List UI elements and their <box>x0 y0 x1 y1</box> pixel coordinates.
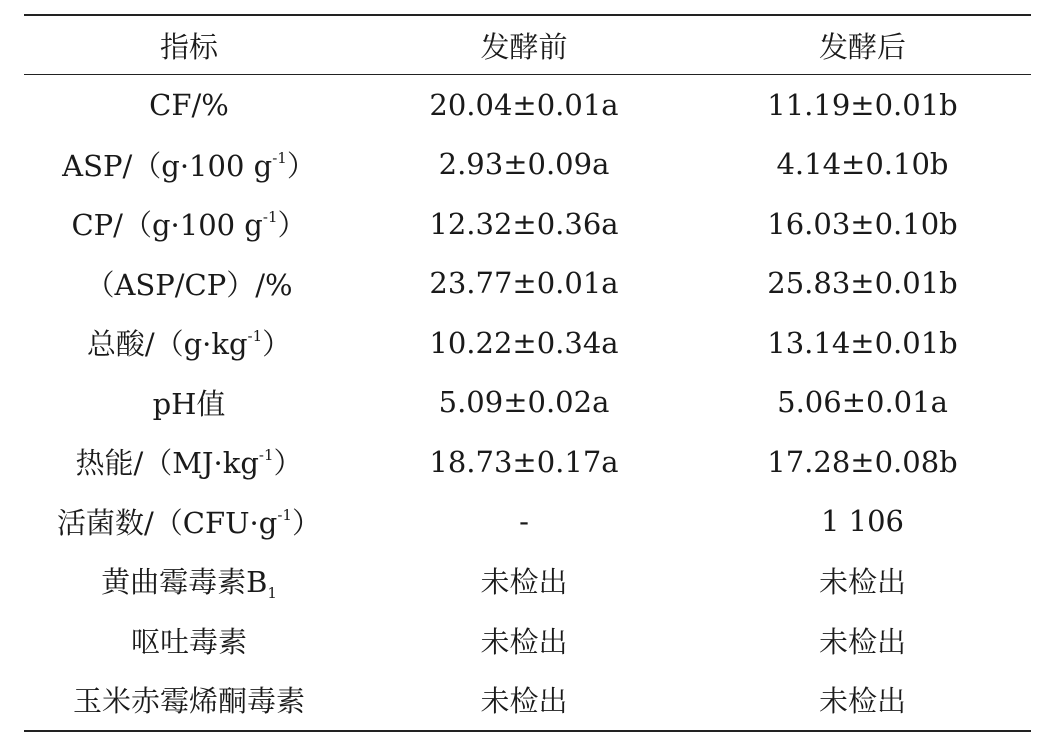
indicator-tail-text: ） <box>286 148 316 183</box>
indicator-main-text: 热能/（MJ·kg <box>75 446 259 481</box>
indicator-cell <box>24 194 354 254</box>
indicator-superscript: -1 <box>272 148 287 167</box>
before-fermentation-cell: - <box>519 504 529 539</box>
indicator-label <box>131 620 247 661</box>
header-indicator: 指标 <box>159 29 218 64</box>
indicator-cell <box>24 135 354 195</box>
header-before-fermentation: 发酵前 <box>480 29 568 64</box>
before-fermentation-cell: 5.09±0.02a <box>438 385 610 420</box>
indicator-tail-text: ） <box>277 208 307 243</box>
before-fermentation-cell: 18.73±0.17a <box>429 444 619 479</box>
after-fermentation-cell: 17.28±0.08b <box>767 444 958 479</box>
indicator-label <box>71 203 306 244</box>
table-row <box>24 135 1031 195</box>
table-row <box>24 611 1031 671</box>
fermentation-comparison-table <box>24 14 1031 732</box>
table-row <box>24 254 1031 314</box>
after-fermentation-cell: 1 106 <box>820 504 905 539</box>
indicator-label <box>62 144 316 185</box>
indicator-main-text: （ASP/CP）/% <box>85 267 293 302</box>
table-header <box>24 15 1031 75</box>
indicator-main-text: 活菌数/（CFU·g <box>57 505 278 540</box>
table-row <box>24 194 1031 254</box>
indicator-cell <box>24 432 354 492</box>
indicator-main-text: 黄曲霉毒素B <box>101 565 268 600</box>
table-row <box>24 492 1031 552</box>
indicator-label <box>101 560 277 601</box>
table-row <box>24 373 1031 433</box>
indicator-cell <box>24 492 354 552</box>
after-fermentation-cell: 13.14±0.01b <box>767 325 958 360</box>
indicator-superscript: -1 <box>247 327 263 346</box>
table-row <box>24 313 1031 373</box>
before-fermentation-cell: 未检出 <box>480 565 568 600</box>
after-fermentation-cell: 25.83±0.01b <box>767 266 958 301</box>
indicator-main-text: 总酸/（g·kg <box>86 327 248 362</box>
after-fermentation-cell: 5.06±0.01a <box>777 385 948 420</box>
before-fermentation-cell: 未检出 <box>480 624 568 659</box>
table-row <box>24 551 1031 611</box>
table-row <box>24 670 1031 731</box>
indicator-superscript: -1 <box>262 208 278 227</box>
indicator-label <box>153 382 226 423</box>
after-fermentation-cell: 4.14±0.10b <box>776 147 949 182</box>
before-fermentation-cell: 未检出 <box>480 684 568 719</box>
indicator-tail-text: ） <box>273 446 303 481</box>
before-fermentation-cell: 2.93±0.09a <box>438 147 610 182</box>
indicator-cell <box>24 373 354 433</box>
table-row <box>24 432 1031 492</box>
indicator-label <box>85 263 292 304</box>
indicator-main-text: CF/% <box>149 87 229 122</box>
indicator-subscript: 1 <box>267 584 277 603</box>
after-fermentation-cell: 未检出 <box>818 624 906 659</box>
indicator-tail-text: ） <box>291 505 321 540</box>
indicator-superscript: -1 <box>277 505 292 524</box>
after-fermentation-cell: 16.03±0.10b <box>767 206 958 241</box>
indicator-label <box>73 679 305 720</box>
indicator-cell <box>24 313 354 373</box>
indicator-label <box>75 441 302 482</box>
indicator-main-text: 玉米赤霉烯酮毒素 <box>72 684 305 719</box>
before-fermentation-cell: 10.22±0.34a <box>429 325 619 360</box>
indicator-cell <box>24 254 354 314</box>
table-body <box>24 75 1031 731</box>
indicator-main-text: 呕吐毒素 <box>130 624 247 659</box>
after-fermentation-cell: 11.19±0.01b <box>767 87 958 122</box>
indicator-main-text: ASP/（g·100 g <box>62 148 273 183</box>
indicator-main-text: pH值 <box>152 386 226 421</box>
indicator-label <box>87 322 291 363</box>
indicator-superscript: -1 <box>258 446 274 465</box>
table-row <box>24 75 1031 135</box>
indicator-cell <box>24 611 354 671</box>
indicator-label <box>57 501 321 542</box>
header-after-fermentation: 发酵后 <box>818 29 906 64</box>
after-fermentation-cell: 未检出 <box>818 565 906 600</box>
header-row <box>24 15 1031 75</box>
indicator-tail-text: ） <box>262 327 292 362</box>
fermentation-table-container <box>24 14 1031 732</box>
indicator-main-text: CP/（g·100 g <box>71 208 263 243</box>
indicator-label <box>149 88 229 122</box>
indicator-cell <box>24 551 354 611</box>
indicator-cell <box>24 670 354 731</box>
indicator-cell <box>24 75 354 135</box>
after-fermentation-cell: 未检出 <box>818 684 906 719</box>
before-fermentation-cell: 20.04±0.01a <box>429 87 619 122</box>
before-fermentation-cell: 12.32±0.36a <box>429 206 619 241</box>
before-fermentation-cell: 23.77±0.01a <box>429 266 619 301</box>
